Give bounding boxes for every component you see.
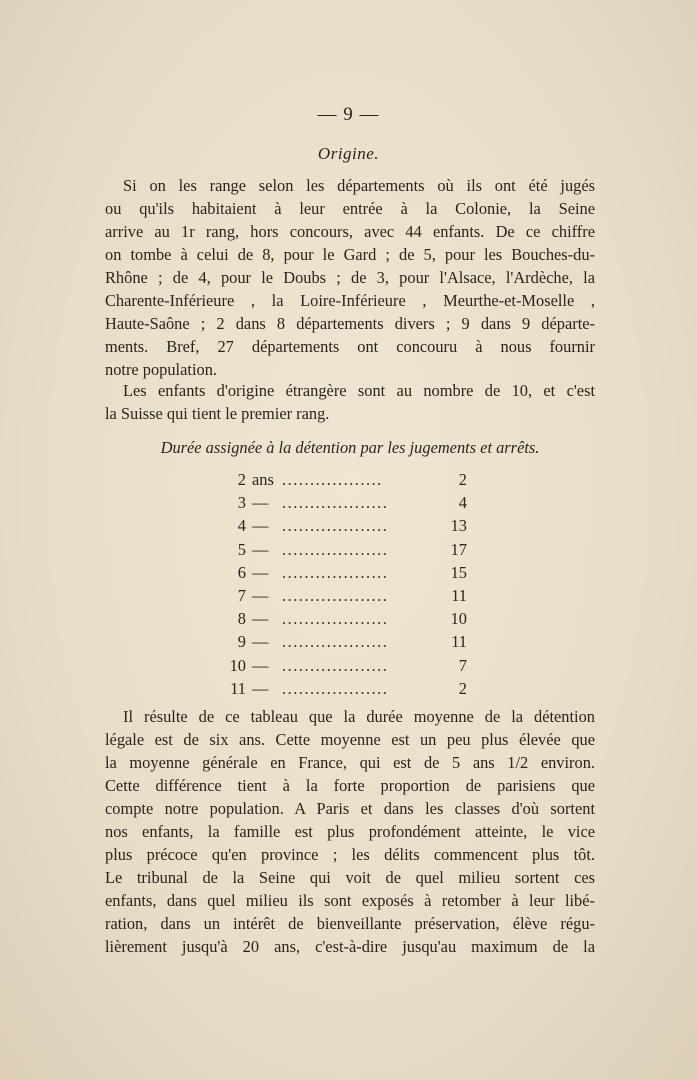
child-count: 11 (451, 632, 467, 652)
duration-years: 5 (237, 539, 246, 559)
duration-years: 4 (237, 516, 246, 536)
table-row (222, 468, 467, 491)
duration-unit: — (252, 655, 269, 675)
duration-unit: — (252, 562, 269, 582)
table-row (222, 654, 467, 677)
text-line: Rhône ; de 4, pour le Doubs ; de 3, pour l'Alsace, l'Ardèche, la (105, 268, 595, 287)
child-count: 15 (450, 562, 467, 582)
duration-unit: ans (252, 470, 274, 489)
text-line: Haute-Saône ; 2 dans 8 départements divers ; 9 dans 9 départe- (105, 314, 595, 333)
paragraph-conclusion (105, 705, 595, 958)
paragraph-foreign-origin (105, 379, 595, 425)
text-line: enfants, dans quel milieu ils sont exposés à retomber à leur libé- (105, 891, 595, 910)
child-count: 7 (458, 655, 467, 675)
child-count: 11 (451, 585, 467, 605)
duration-years: 2 (237, 470, 246, 489)
text-line: Il résulte de ce tableau que la durée moyenne de la détention (123, 707, 595, 726)
table-row (222, 677, 467, 700)
table-row (222, 630, 467, 653)
text-line: lièrement jusqu'à 20 ans, c'est-à-dire jusqu'au maximum de la (105, 937, 595, 956)
table-row (222, 584, 467, 607)
leader-dots: ................... (282, 632, 389, 652)
duration-unit: — (252, 539, 269, 559)
text-line: ration, dans un intérêt de bienveillante préservation, élève régu- (105, 914, 595, 933)
text-line: nos enfants, la famille est plus profondément atteinte, le vice (105, 822, 595, 841)
text-line: la moyenne générale en France, qui est de 5 ans 1/2 environ. (105, 753, 595, 772)
leader-dots: .................. (282, 470, 383, 489)
page-number: — 9 — (317, 104, 380, 125)
duration-years: 11 (230, 678, 246, 698)
child-count: 10 (450, 609, 467, 629)
leader-dots: ................... (282, 516, 389, 536)
text-line: notre population. (105, 360, 217, 379)
paragraph-origin (105, 174, 595, 381)
duration-years: 10 (229, 655, 246, 675)
child-count: 2 (458, 678, 467, 698)
leader-dots: ................... (282, 493, 389, 513)
table-caption: Durée assignée à la détention par les jugements et arrêts. (160, 438, 540, 457)
text-line: ou qu'ils habitaient à leur entrée à la Colonie, la Seine (105, 199, 595, 218)
section-heading: Origine. (317, 144, 380, 163)
leader-dots: ................... (282, 585, 389, 605)
text-line: Les enfants d'origine étrangère sont au nombre de 10, et c'est (123, 381, 595, 400)
child-count: 17 (450, 539, 467, 559)
text-line: Si on les range selon les départements où ils ont été jugés (123, 176, 595, 195)
duration-years: 3 (237, 493, 246, 513)
duration-unit: — (252, 678, 269, 698)
leader-dots: ................... (282, 609, 389, 629)
duration-table (222, 468, 467, 700)
text-line: Charente-Inférieure , la Loire-Inférieure , Meurthe-et-Moselle , (105, 291, 595, 310)
duration-years: 7 (237, 585, 246, 605)
duration-unit: — (252, 585, 269, 605)
text-line: plus précoce qu'en province ; les délits commencent plus tôt. (105, 845, 595, 864)
child-count: 2 (458, 470, 467, 489)
table-row (222, 491, 467, 514)
duration-years: 8 (237, 609, 246, 629)
text-line: ments. Bref, 27 départements ont concouru à nous fournir (105, 337, 595, 356)
duration-years: 9 (237, 632, 246, 652)
duration-unit: — (252, 516, 269, 536)
leader-dots: ................... (282, 562, 389, 582)
duration-unit: — (252, 632, 269, 652)
leader-dots: ................... (282, 539, 389, 559)
leader-dots: ................... (282, 655, 389, 675)
duration-years: 6 (237, 562, 246, 582)
leader-dots: ................... (282, 678, 389, 698)
text-line: Cette différence tient à la forte proportion de parisiens que (105, 776, 595, 795)
table-row (222, 607, 467, 630)
text-line: Le tribunal de la Seine qui voit de quel milieu sortent ces (105, 868, 595, 887)
child-count: 4 (458, 493, 467, 513)
table-row (222, 561, 467, 584)
table-row (222, 514, 467, 537)
table-row (222, 538, 467, 561)
text-line: légale est de six ans. Cette moyenne est un peu plus élevée que (105, 730, 595, 749)
text-line: compte notre population. A Paris et dans les classes d'où sortent (105, 799, 595, 818)
duration-unit: — (252, 609, 269, 629)
duration-unit: — (252, 493, 269, 513)
text-line: arrive au 1r rang, hors concours, avec 44 enfants. De ce chiffre (105, 222, 595, 241)
text-line: on tombe à celui de 8, pour le Gard ; de 5, pour les Bouches-du- (105, 245, 595, 264)
text-line: la Suisse qui tient le premier rang. (105, 404, 330, 423)
child-count: 13 (450, 516, 467, 536)
